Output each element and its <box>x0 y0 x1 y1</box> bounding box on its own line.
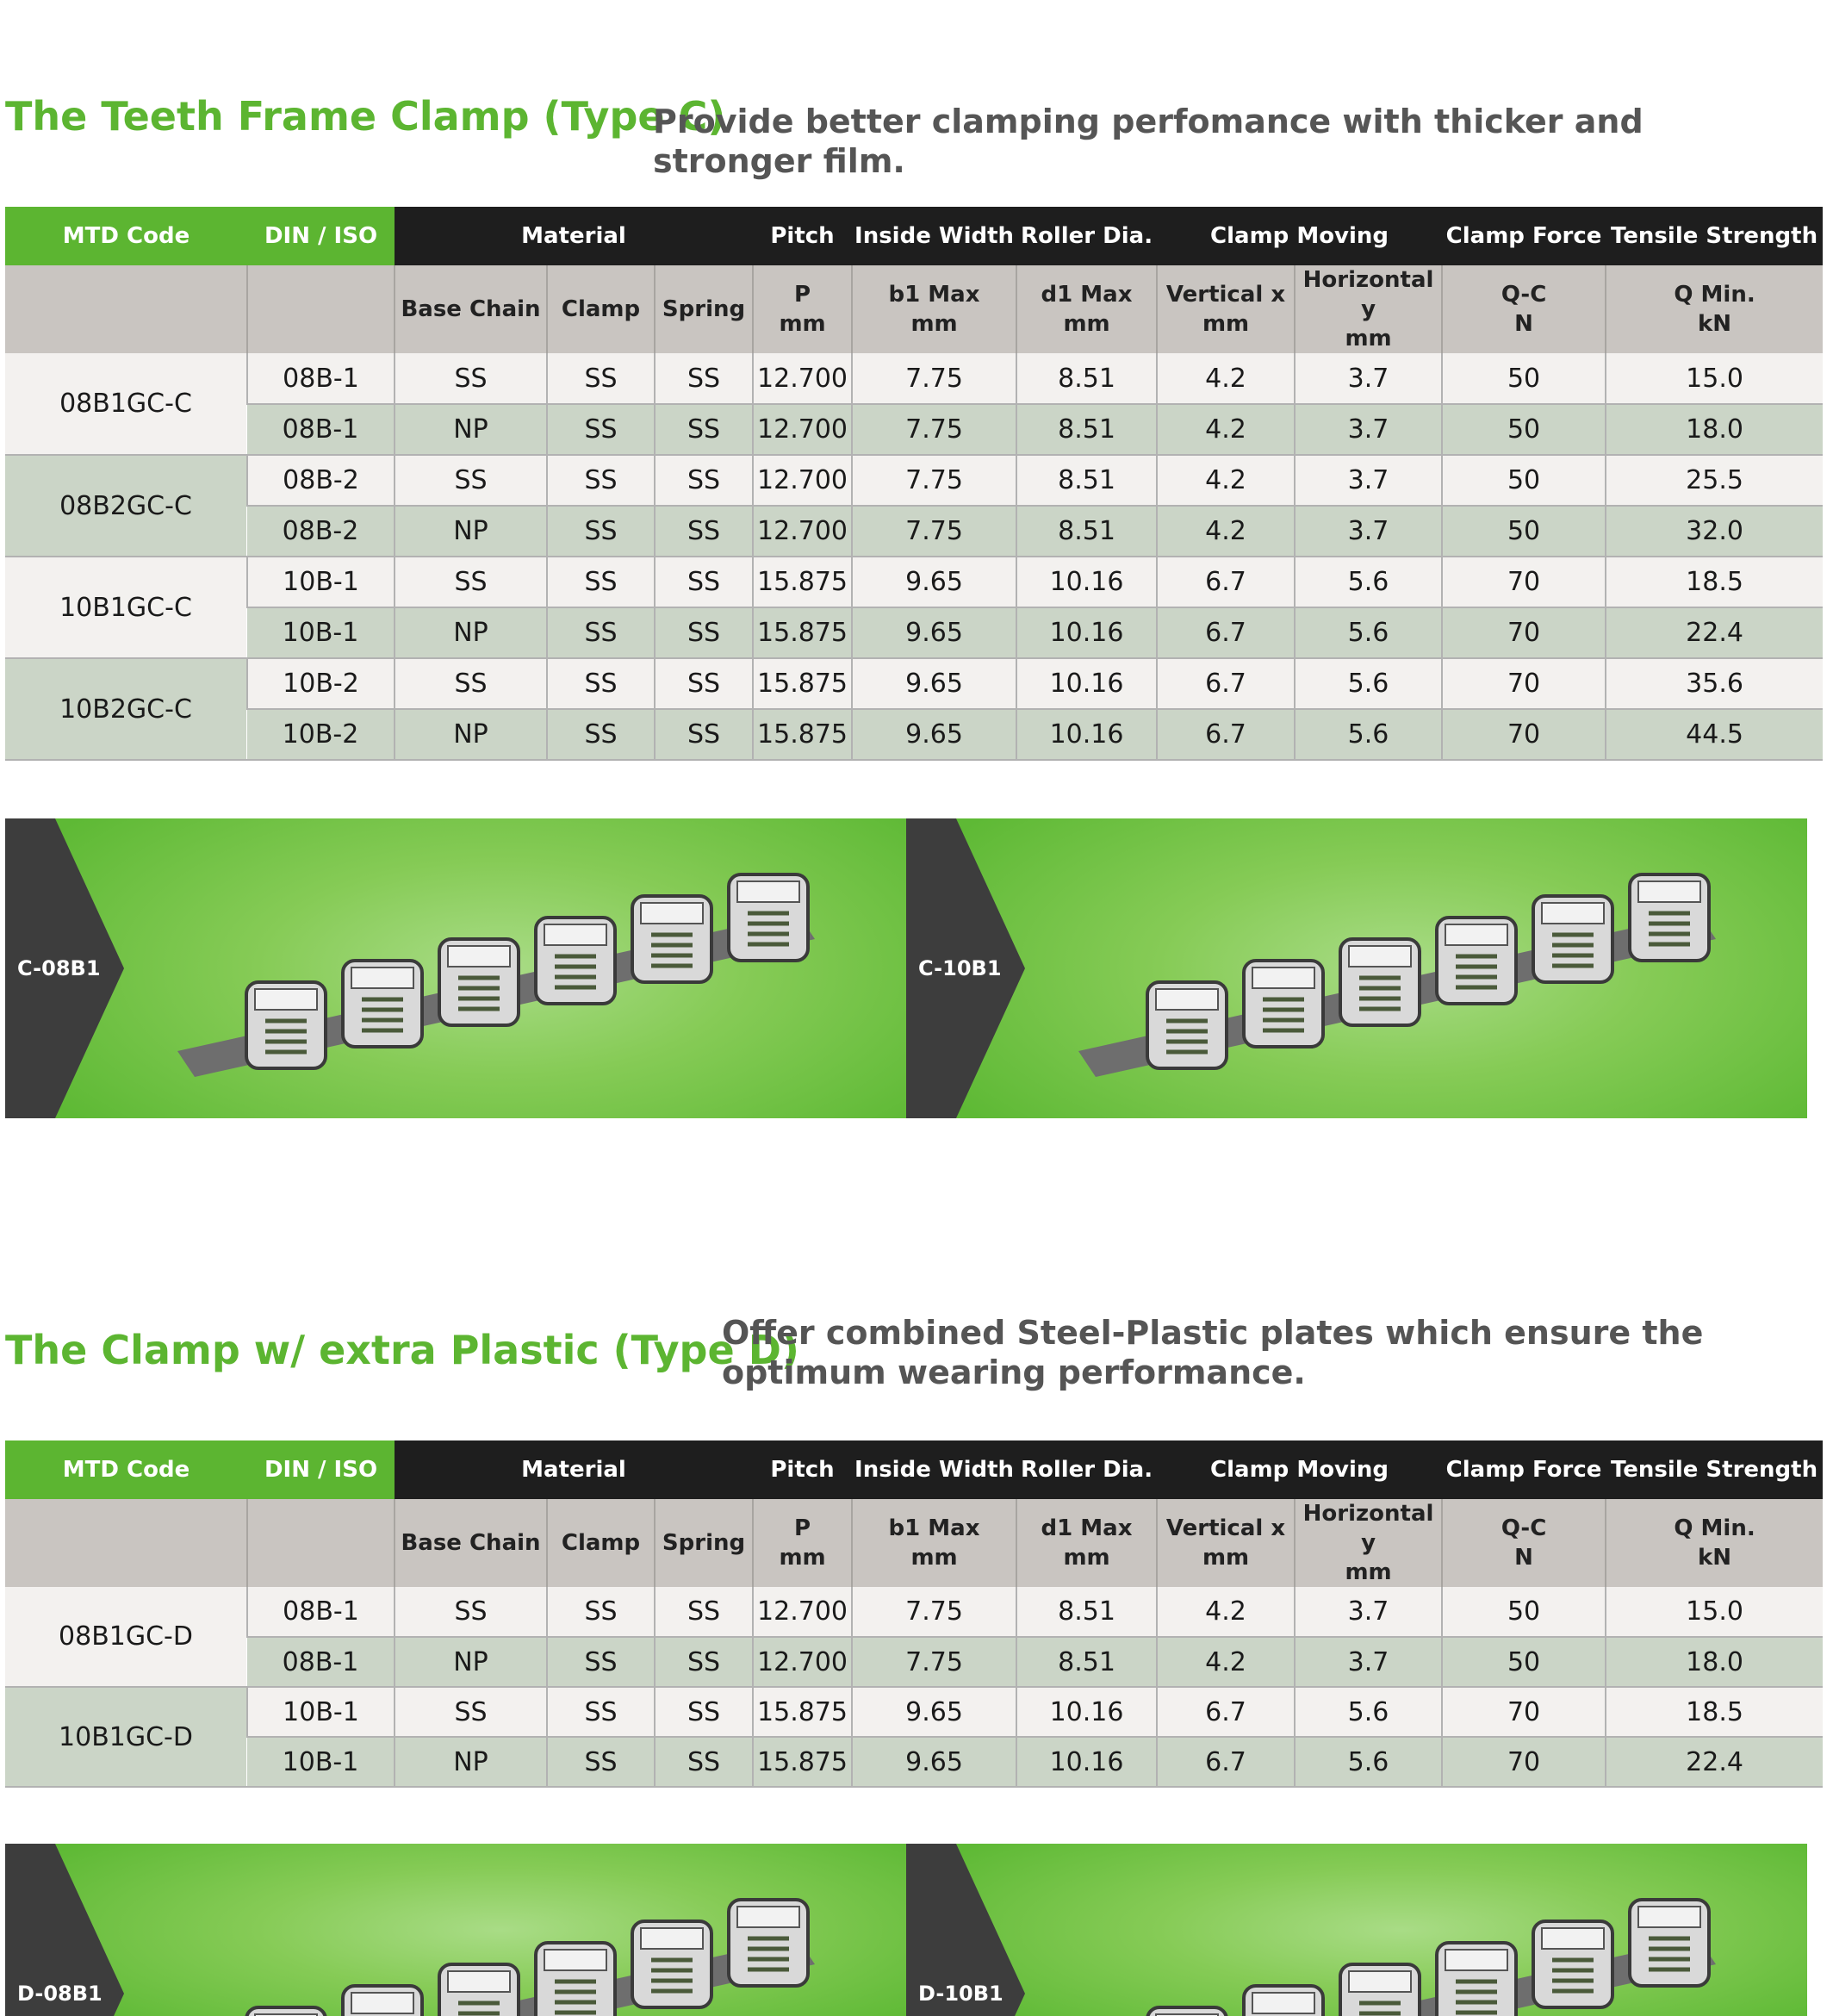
table-cell: 9.65 <box>852 1737 1016 1787</box>
column-header: DIN / ISO <box>247 207 395 265</box>
banner-label: D-10B1 <box>918 1982 1003 2006</box>
table-cell: 10B-1 <box>247 607 395 658</box>
table-cell: 7.75 <box>852 506 1016 557</box>
table-cell: 8.51 <box>1016 455 1157 506</box>
table-cell: 10B-2 <box>247 658 395 709</box>
table-cell: 08B-1 <box>247 353 395 404</box>
table-row <box>5 557 1823 607</box>
table-cell: SS <box>395 353 547 404</box>
table-cell: 08B-1 <box>247 1587 395 1637</box>
table-cell: 9.65 <box>852 658 1016 709</box>
mtd-code: 08B1GC-D <box>5 1587 247 1687</box>
product-banner-d-10b1 <box>906 1844 1807 2016</box>
table-row <box>5 404 1823 455</box>
spec-table-type-d <box>5 1440 1823 1788</box>
sub-header: Clamp <box>547 1499 655 1587</box>
column-header: MTD Code <box>5 207 247 265</box>
table-cell: SS <box>655 404 753 455</box>
table-cell: 10.16 <box>1016 658 1157 709</box>
table-cell: SS <box>547 455 655 506</box>
sub-header: P mm <box>753 1499 852 1587</box>
table-cell: 15.0 <box>1606 1587 1823 1637</box>
column-header: Inside Width <box>852 207 1016 265</box>
table-cell: SS <box>655 658 753 709</box>
table-cell: SS <box>655 607 753 658</box>
banner-label: C-08B1 <box>17 956 101 980</box>
column-header: Clamp Force <box>1442 207 1606 265</box>
sub-header <box>247 1499 395 1587</box>
table-cell: 7.75 <box>852 1637 1016 1687</box>
sub-header: Q Min. kN <box>1606 1499 1823 1587</box>
table-cell: SS <box>395 557 547 607</box>
table-cell: 70 <box>1442 709 1606 760</box>
table-cell: 50 <box>1442 353 1606 404</box>
table-row <box>5 1737 1823 1787</box>
table-cell: 18.5 <box>1606 1687 1823 1737</box>
table-cell: SS <box>547 1687 655 1737</box>
table-cell: 3.7 <box>1295 1637 1442 1687</box>
table-cell: SS <box>655 455 753 506</box>
table-cell: SS <box>655 506 753 557</box>
table-cell: 5.6 <box>1295 1687 1442 1737</box>
table-cell: 12.700 <box>753 506 852 557</box>
table-cell: SS <box>395 658 547 709</box>
table-cell: SS <box>547 557 655 607</box>
chain-product-icon <box>1061 1878 1768 2016</box>
sub-header <box>5 1499 247 1587</box>
product-banner-d-08b1 <box>5 1844 906 2016</box>
table-cell: 08B-1 <box>247 404 395 455</box>
table-cell: 70 <box>1442 1737 1606 1787</box>
sub-header: Base Chain <box>395 265 547 353</box>
table-cell: 8.51 <box>1016 353 1157 404</box>
section-title-type-d: The Clamp w/ extra Plastic (Type D) <box>5 1327 799 1373</box>
table-cell: 4.2 <box>1157 455 1295 506</box>
table-cell: 9.65 <box>852 607 1016 658</box>
sub-header: Horizontal y mm <box>1295 265 1442 353</box>
column-header: Tensile Strength <box>1606 1440 1823 1499</box>
table-cell: 15.875 <box>753 709 852 760</box>
section-subtitle-type-d: Offer combined Steel-Plastic plates which ensure the optimum wearing performance. <box>722 1314 1704 1391</box>
table-cell: SS <box>395 1687 547 1737</box>
table-row <box>5 658 1823 709</box>
table-cell: 5.6 <box>1295 709 1442 760</box>
mtd-code: 08B2GC-C <box>5 455 247 557</box>
sub-header: Vertical x mm <box>1157 265 1295 353</box>
table-cell: NP <box>395 1737 547 1787</box>
sub-header: Clamp <box>547 265 655 353</box>
banner-label: C-10B1 <box>918 956 1002 980</box>
table-cell: 10B-2 <box>247 709 395 760</box>
table-cell: 10.16 <box>1016 557 1157 607</box>
column-header: DIN / ISO <box>247 1440 395 1499</box>
table-cell: 5.6 <box>1295 557 1442 607</box>
table-cell: SS <box>655 1587 753 1637</box>
column-header: Clamp Force <box>1442 1440 1606 1499</box>
table-cell: 5.6 <box>1295 607 1442 658</box>
table-cell: 70 <box>1442 658 1606 709</box>
column-header: Tensile Strength <box>1606 207 1823 265</box>
chain-product-icon <box>1061 853 1768 1094</box>
column-header: Clamp Moving <box>1157 1440 1442 1499</box>
table-cell: 08B-2 <box>247 506 395 557</box>
table-cell: 3.7 <box>1295 353 1442 404</box>
table-cell: 6.7 <box>1157 709 1295 760</box>
chain-product-icon <box>160 1878 867 2016</box>
table-cell: 3.7 <box>1295 1587 1442 1637</box>
table-cell: 50 <box>1442 1637 1606 1687</box>
table-cell: 7.75 <box>852 1587 1016 1637</box>
table-cell: 8.51 <box>1016 1587 1157 1637</box>
sub-header: Horizontal y mm <box>1295 1499 1442 1587</box>
table-cell: SS <box>547 404 655 455</box>
table-row <box>5 455 1823 506</box>
table-cell: SS <box>547 607 655 658</box>
column-header: Pitch <box>753 207 852 265</box>
column-header: Material <box>395 1440 753 1499</box>
column-header: Inside Width <box>852 1440 1016 1499</box>
table-row <box>5 1587 1823 1637</box>
banner-label: D-08B1 <box>17 1982 103 2006</box>
table-cell: 50 <box>1442 404 1606 455</box>
table-cell: 7.75 <box>852 353 1016 404</box>
column-header: Roller Dia. <box>1016 207 1157 265</box>
table-cell: 10B-1 <box>247 557 395 607</box>
table-cell: SS <box>395 455 547 506</box>
table-cell: 15.875 <box>753 607 852 658</box>
section-subtitle-type-c: Provide better clamping perfomance with thicker and stronger film. <box>653 103 1643 180</box>
sub-header: Spring <box>655 1499 753 1587</box>
chain-product-icon <box>160 853 867 1094</box>
table-cell: 12.700 <box>753 1637 852 1687</box>
table-cell: NP <box>395 404 547 455</box>
table-cell: 10.16 <box>1016 1687 1157 1737</box>
table-cell: 8.51 <box>1016 1637 1157 1687</box>
table-cell: SS <box>547 353 655 404</box>
table-cell: 44.5 <box>1606 709 1823 760</box>
mtd-code: 08B1GC-C <box>5 353 247 455</box>
sub-header: d1 Max mm <box>1016 1499 1157 1587</box>
table-cell: 6.7 <box>1157 658 1295 709</box>
table-cell: 18.0 <box>1606 1637 1823 1687</box>
table-cell: 22.4 <box>1606 607 1823 658</box>
table-cell: NP <box>395 709 547 760</box>
table-cell: SS <box>655 1637 753 1687</box>
table-cell: 6.7 <box>1157 557 1295 607</box>
table-cell: SS <box>547 1737 655 1787</box>
mtd-code: 10B2GC-C <box>5 658 247 760</box>
table-cell: 25.5 <box>1606 455 1823 506</box>
sub-header: Q-C N <box>1442 1499 1606 1587</box>
table-cell: 22.4 <box>1606 1737 1823 1787</box>
table-cell: 50 <box>1442 455 1606 506</box>
table-cell: 32.0 <box>1606 506 1823 557</box>
table-cell: NP <box>395 1637 547 1687</box>
sub-header: Q Min. kN <box>1606 265 1823 353</box>
table-row <box>5 1687 1823 1737</box>
table-cell: 12.700 <box>753 455 852 506</box>
table-cell: 9.65 <box>852 709 1016 760</box>
sub-header: Vertical x mm <box>1157 1499 1295 1587</box>
table-cell: 10.16 <box>1016 709 1157 760</box>
table-cell: SS <box>655 709 753 760</box>
table-cell: 10B-1 <box>247 1737 395 1787</box>
product-banner-c-08b1 <box>5 818 906 1118</box>
mtd-code: 10B1GC-C <box>5 557 247 658</box>
table-cell: SS <box>655 1737 753 1787</box>
table-cell: SS <box>547 658 655 709</box>
column-header: Roller Dia. <box>1016 1440 1157 1499</box>
sub-header: Spring <box>655 265 753 353</box>
table-cell: SS <box>655 1687 753 1737</box>
table-cell: 18.5 <box>1606 557 1823 607</box>
table-cell: 10.16 <box>1016 1737 1157 1787</box>
sub-header: b1 Max mm <box>852 265 1016 353</box>
table-cell: 3.7 <box>1295 506 1442 557</box>
table-cell: 6.7 <box>1157 1687 1295 1737</box>
table-cell: 08B-2 <box>247 455 395 506</box>
table-cell: 8.51 <box>1016 404 1157 455</box>
table-cell: 3.7 <box>1295 455 1442 506</box>
column-header: Material <box>395 207 753 265</box>
table-cell: 10.16 <box>1016 607 1157 658</box>
table-cell: 4.2 <box>1157 1637 1295 1687</box>
table-cell: 12.700 <box>753 404 852 455</box>
table-cell: 12.700 <box>753 353 852 404</box>
table-cell: 4.2 <box>1157 1587 1295 1637</box>
table-cell: 12.700 <box>753 1587 852 1637</box>
table-row <box>5 607 1823 658</box>
table-cell: 70 <box>1442 607 1606 658</box>
table-cell: 9.65 <box>852 557 1016 607</box>
mtd-code: 10B1GC-D <box>5 1687 247 1787</box>
table-cell: 15.875 <box>753 658 852 709</box>
table-row <box>5 353 1823 404</box>
table-cell: 4.2 <box>1157 506 1295 557</box>
sub-header: Q-C N <box>1442 265 1606 353</box>
table-cell: SS <box>547 1587 655 1637</box>
table-cell: 4.2 <box>1157 353 1295 404</box>
sub-header <box>5 265 247 353</box>
sub-header: b1 Max mm <box>852 1499 1016 1587</box>
table-cell: SS <box>547 1637 655 1687</box>
table-row <box>5 506 1823 557</box>
sub-header <box>247 265 395 353</box>
table-row <box>5 709 1823 760</box>
table-cell: 10B-1 <box>247 1687 395 1737</box>
table-cell: 3.7 <box>1295 404 1442 455</box>
table-row <box>5 1637 1823 1687</box>
table-cell: 35.6 <box>1606 658 1823 709</box>
table-cell: 70 <box>1442 1687 1606 1737</box>
table-cell: 08B-1 <box>247 1637 395 1687</box>
column-header: MTD Code <box>5 1440 247 1499</box>
table-cell: 70 <box>1442 557 1606 607</box>
table-cell: 9.65 <box>852 1687 1016 1737</box>
table-cell: 50 <box>1442 1587 1606 1637</box>
table-cell: NP <box>395 506 547 557</box>
table-cell: SS <box>655 353 753 404</box>
sub-header: d1 Max mm <box>1016 265 1157 353</box>
table-cell: 8.51 <box>1016 506 1157 557</box>
table-cell: 6.7 <box>1157 607 1295 658</box>
table-cell: 18.0 <box>1606 404 1823 455</box>
table-cell: 5.6 <box>1295 1737 1442 1787</box>
table-cell: 15.875 <box>753 1687 852 1737</box>
table-cell: 4.2 <box>1157 404 1295 455</box>
table-cell: 50 <box>1442 506 1606 557</box>
table-cell: 15.0 <box>1606 353 1823 404</box>
section-title-type-c: The Teeth Frame Clamp (Type C) <box>5 93 726 140</box>
table-cell: 7.75 <box>852 455 1016 506</box>
spec-table-type-c <box>5 207 1823 761</box>
table-cell: 15.875 <box>753 557 852 607</box>
table-cell: SS <box>547 709 655 760</box>
table-cell: 15.875 <box>753 1737 852 1787</box>
table-cell: SS <box>655 557 753 607</box>
table-cell: 6.7 <box>1157 1737 1295 1787</box>
column-header: Clamp Moving <box>1157 207 1442 265</box>
table-cell: NP <box>395 607 547 658</box>
column-header: Pitch <box>753 1440 852 1499</box>
table-cell: SS <box>547 506 655 557</box>
sub-header: P mm <box>753 265 852 353</box>
sub-header: Base Chain <box>395 1499 547 1587</box>
table-cell: SS <box>395 1587 547 1637</box>
table-cell: 5.6 <box>1295 658 1442 709</box>
product-banner-c-10b1 <box>906 818 1807 1118</box>
table-cell: 7.75 <box>852 404 1016 455</box>
